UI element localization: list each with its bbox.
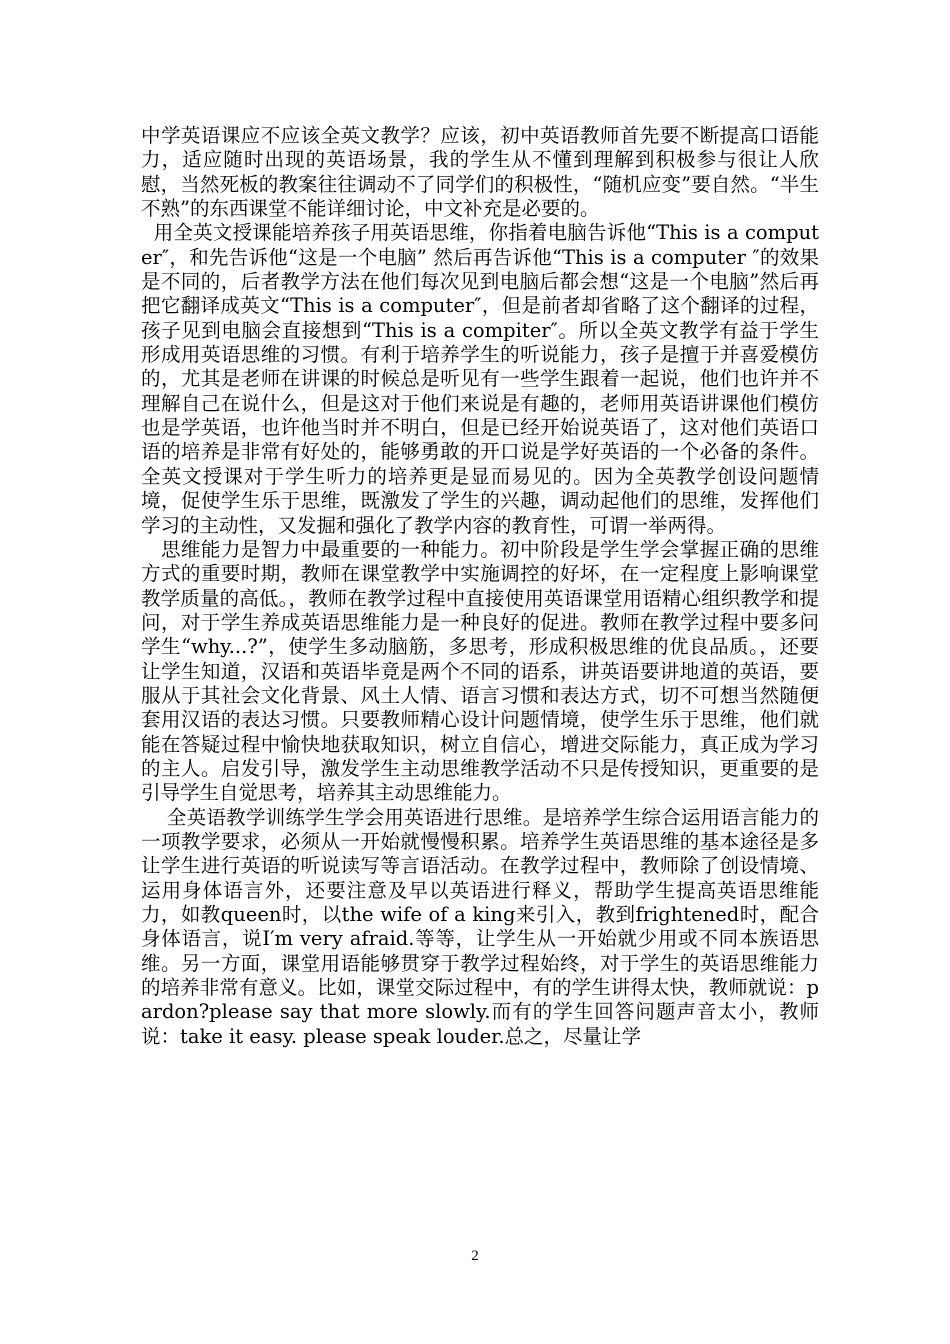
- page-number: 2: [471, 1248, 479, 1264]
- paragraph-1: 中学英语课应不应该全英文教学？应该，初中英语教师首先要不断提高口语能力，适应随时出现的英语场景，我的学生从不懂到理解到积极参与很让人欣慰，当然死板的教案往往调动不了同学们的积极性，“随机应变”要自然。“半生不熟”的东西课堂不能详细讨论，中文补充是必要的。: [141, 124, 819, 221]
- paragraph-3: 思维能力是智力中最重要的一种能力。初中阶段是学生学会掌握正确的思维方式的重要时期，教师在课堂教学中实施调控的好坏，在一定程度上影响课堂教学质量的高低。，教师在教学过程中直接使用英语课堂用语精心组织教学和提问，对于学生养成英语思维能力是一种良好的促进。教师在教学过程中要多问学生“why...?”，使学生多动脑筋，多思考，形成积极思维的优良品质。，还要让学生知道，汉语和英语毕竟是两个不同的语系，讲英语要讲地道的英语，要服从于其社会文化背景、风土人情、语言习惯和表达方式，切不可想当然随便套用汉语的表达习惯。只要教师精心设计问题情境，使学生乐于思维，他们就能在答疑过程中愉快地获取知识，树立自信心，增进交际能力，真正成为学习的主人。启发引导，激发学生主动思维教学活动不只是传授知识，更重要的是引导学生自觉思考，培养其主动思维能力。: [141, 537, 819, 805]
- paragraph-4: 全英语教学训练学生学会用英语进行思维。是培养学生综合运用语言能力的一项教学要求，必须从一开始就慢慢积累。培养学生英语思维的基本途径是多让学生进行英语的听说读写等言语活动。在教学过程中，教师除了创设情境、运用身体语言外，还要注意及早以英语进行释义，帮助学生提高英语思维能力，如教queen时，以the wife of a king来引入，教到frightened时，配合身体语言，说I′m very afraid.等等，让学生从一开始就少用或不同本族语思维。另一方面，课堂用语能够贯穿于教学过程始终，对于学生的英语思维能力的培养非常有意义。比如，课堂交际过程中，有的学生讲得太快，教师就说：pardon?please say that more slowly.而有的学生回答问题声音太小，教师说：take it easy. please speak louder.总之，尽量让学: [141, 805, 819, 1048]
- body-text: [141, 124, 819, 1049]
- paragraph-2: 用全英文授课能培养孩子用英语思维，你指着电脑告诉他“This is a computer″，和先告诉他“这是一个电脑” 然后再告诉他“This is a computer ″的效果是不同的，后者教学方法在他们每次见到电脑后都会想“这是一个电脑”然后再把它翻译成英文“This is a computer″，但是前者却省略了这个翻译的过程，孩子见到电脑会直接想到“This is a compiter″。所以全英文教学有益于学生形成用英语思维的习惯。有利于培养学生的听说能力，孩子是擅于并喜爱模仿的，尤其是老师在讲课的时候总是听见有一些学生跟着一起说，他们也许并不理解自己在说什么，但是这对于他们来说是有趣的，老师用英语讲课他们模仿也是学英语，也许他当时并不明白，但是已经开始说英语了，这对他们英语口语的培养是非常有好处的，能够勇敢的开口说是学好英语的一个必备的条件。全英文授课对于学生听力的培养更是显而易见的。因为全英教学创设问题情境，促使学生乐于思维，既激发了学生的兴趣，调动起他们的思维，发挥他们学习的主动性，又发掘和强化了教学内容的教育性，可谓一举两得。: [141, 221, 819, 537]
